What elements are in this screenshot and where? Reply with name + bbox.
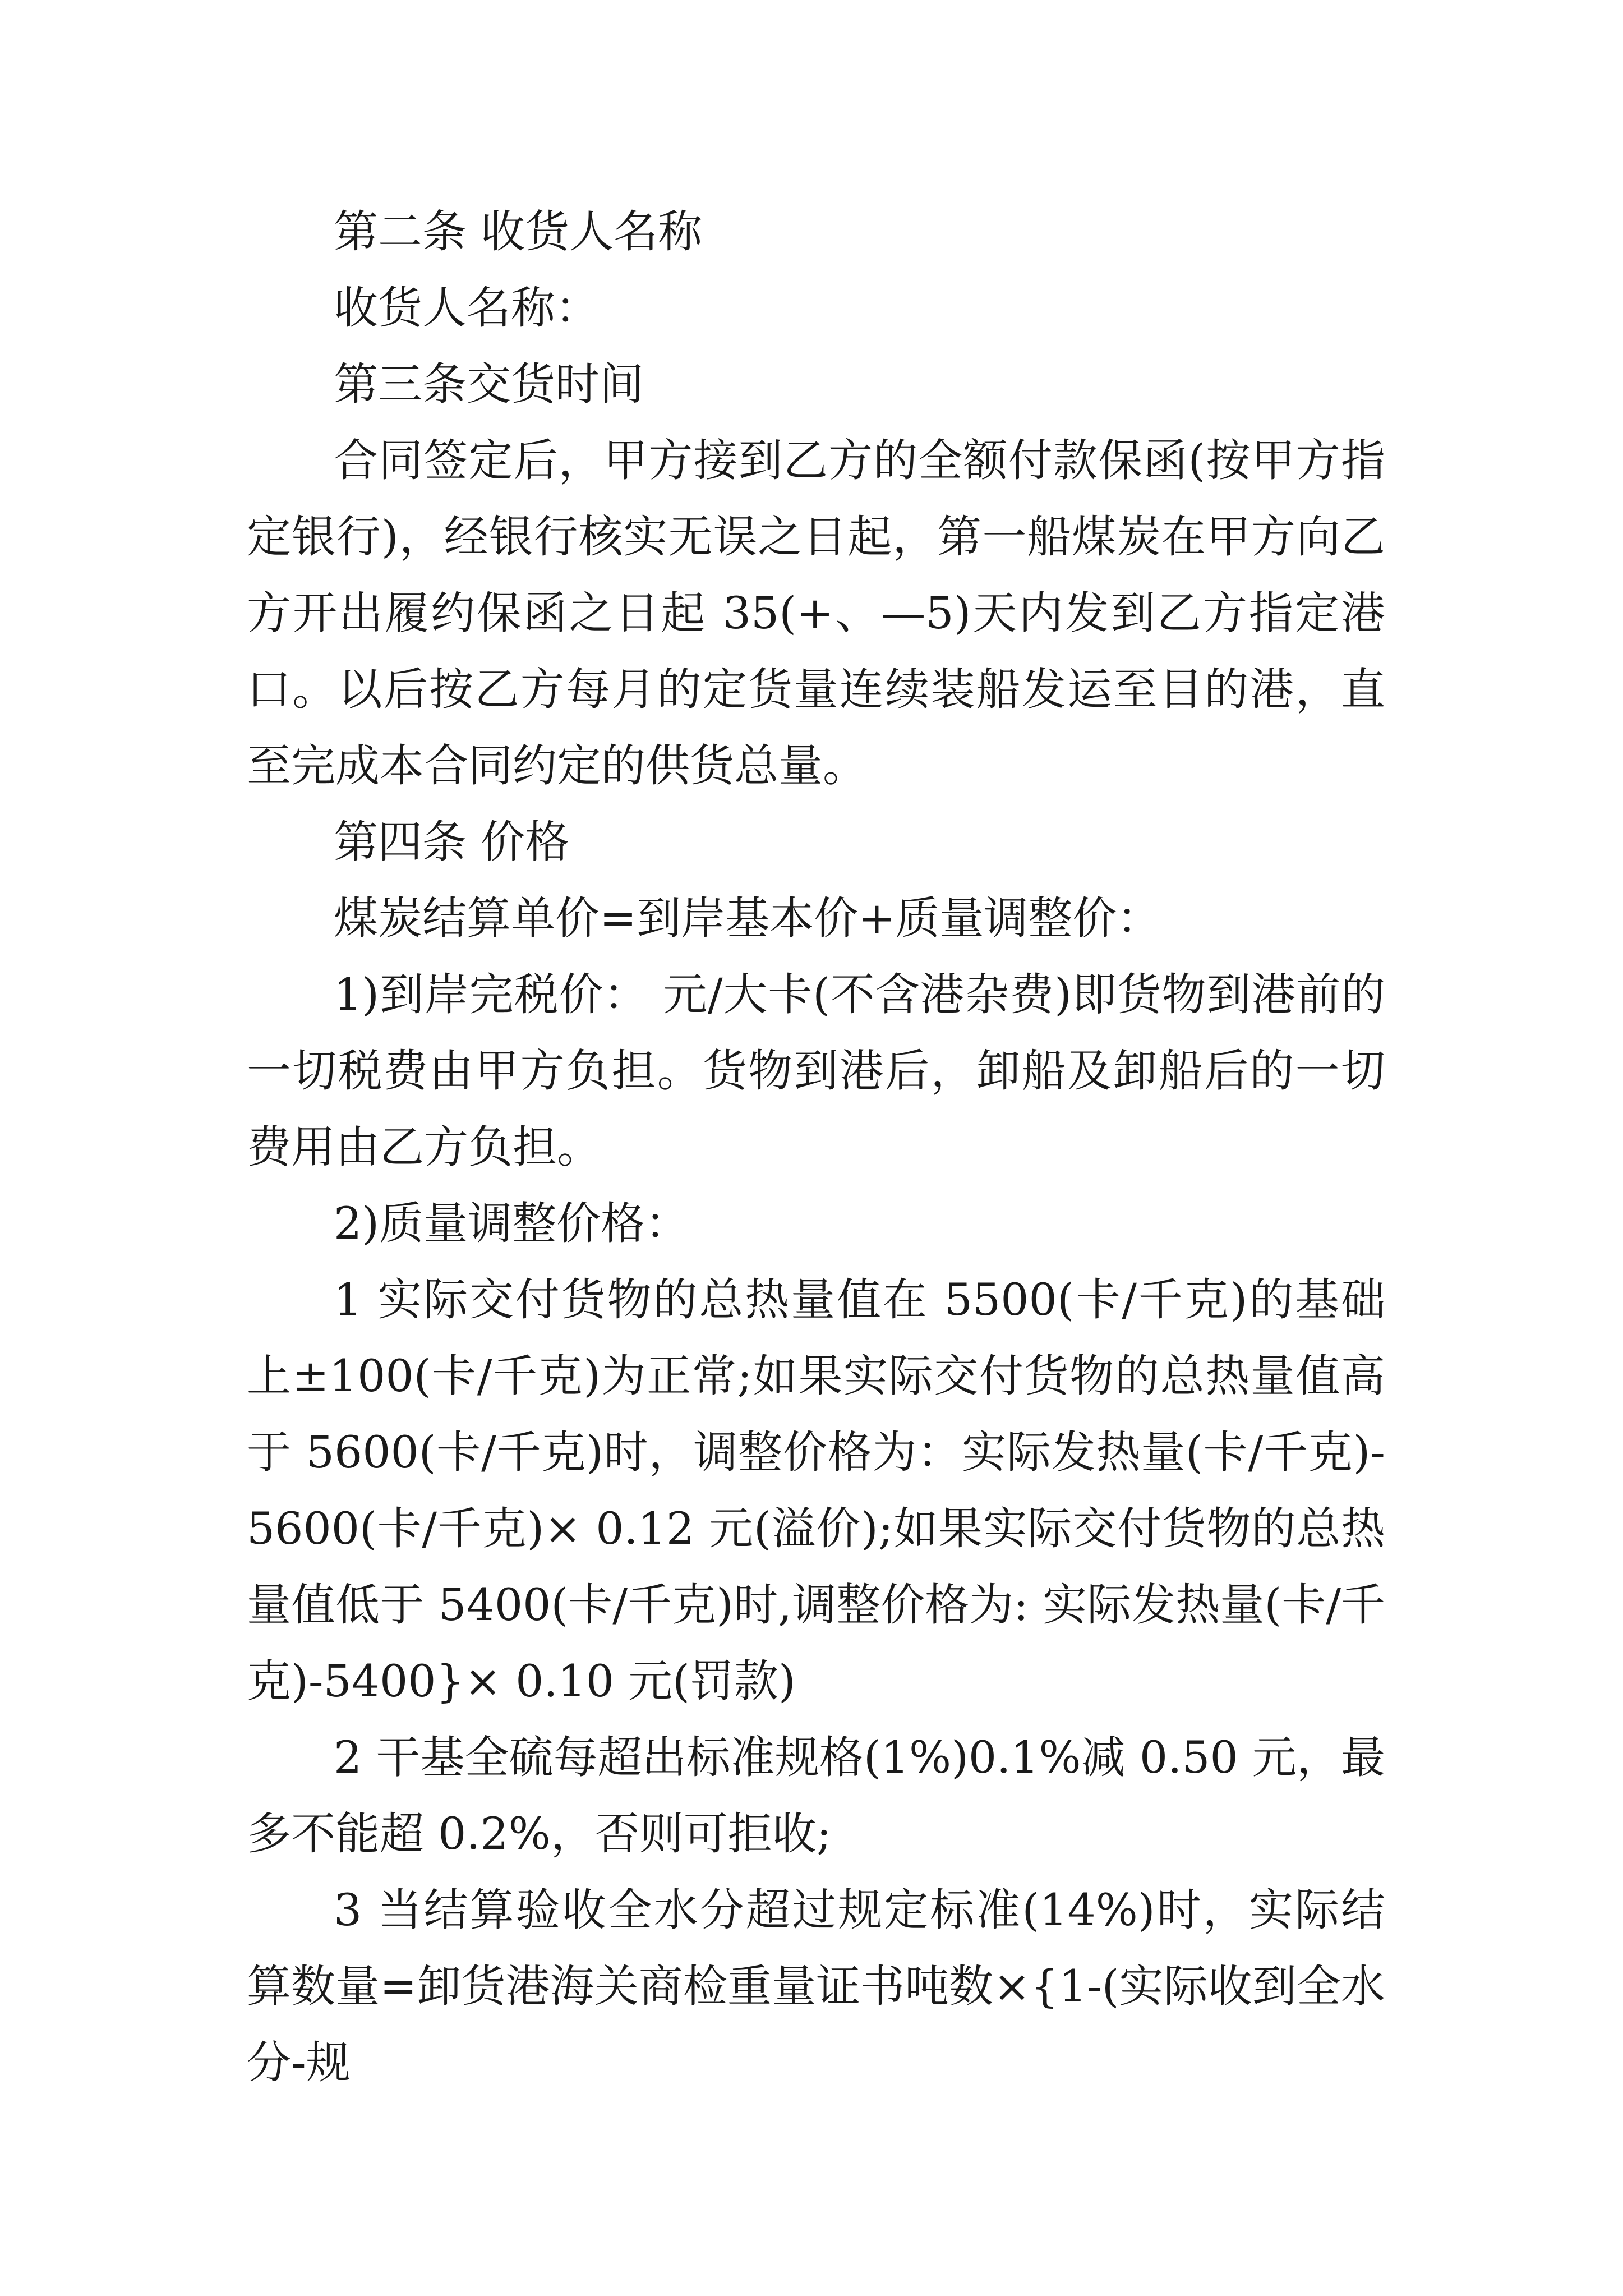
article-2-heading: 第二条 收货人名称: [334, 206, 703, 257]
document-page: [247, 194, 1385, 2101]
price-formula-line: 煤炭结算单价=到岸基本价+质量调整价：: [334, 892, 1161, 944]
consignee-name-line: 收货人名称：: [334, 282, 600, 334]
article-3-heading: 第三条交货时间: [334, 358, 644, 410]
quality-adjustment-heading: 2)质量调整价格：: [334, 1198, 690, 1249]
moisture-paragraph: 3 当结算验收全水分超过规定标准(14%)时，实际结算数量=卸货港海关商检重量证书吨数×{1-(实际收到全水分-规: [247, 1884, 1385, 2088]
landed-price-paragraph: 1)到岸完税价： 元/大卡(不含港杂费)即货物到港前的一切税费由甲方负担。货物到港后，卸船及卸船后的一切费用由乙方负担。: [247, 969, 1385, 1173]
article-4-heading: 第四条 价格: [334, 816, 570, 868]
sulfur-paragraph: 2 干基全硫每超出标准规格(1%)0.1%减 0.50 元，最多不能超 0.2%，否则可拒收;: [247, 1732, 1385, 1860]
delivery-time-paragraph: 合同签定后，甲方接到乙方的全额付款保函(按甲方指定银行)，经银行核实无误之日起，第一船煤炭在甲方向乙方开出履约保函之日起 35(+、—5)天内发到乙方指定港口。以后按乙方每月的定货量连续装船发运至目的港，直至完成本合同约定的供货总量。: [247, 435, 1385, 792]
calorific-value-paragraph: 1 实际交付货物的总热量值在 5500(卡/千克)的基础上±100(卡/千克)为正常;如果实际交付货物的总热量值高于 5600(卡/千克)时，调整价格为：实际发热量(卡/千克)-5600(卡/千克)× 0.12 元(溢价);如果实际交付货物的总热量值低于 5400(卡/千克)时,调整价格为: 实际发热量(卡/千克)-5400}× 0.10 元(罚款): [247, 1274, 1385, 1707]
